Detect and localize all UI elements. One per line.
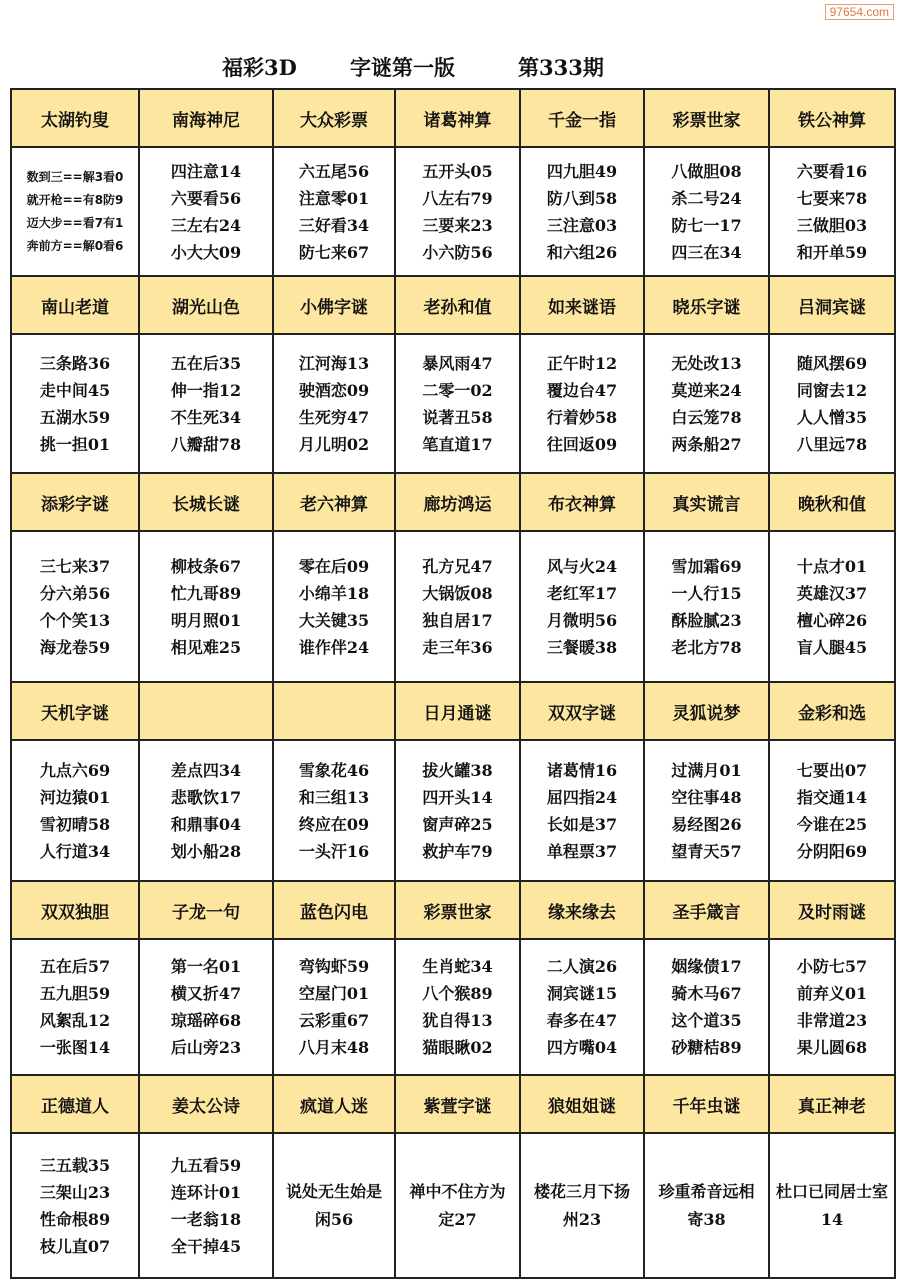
clue-line: 三架山23 xyxy=(39,1182,111,1202)
clue-list xyxy=(671,757,741,865)
source-name: 晓乐字谜 xyxy=(644,276,769,334)
clue-line: 笔直道17 xyxy=(422,434,493,454)
clue-list xyxy=(797,350,867,458)
clue-line: 弯钩虾59 xyxy=(298,957,370,976)
clue-line: 八个猴89 xyxy=(422,984,493,1003)
clue-line: 防七一17 xyxy=(671,215,742,235)
clue-line: 檀心碎26 xyxy=(796,610,868,630)
clue-line: 白云笼78 xyxy=(671,407,742,427)
clue-line: 窗声碎25 xyxy=(422,814,493,834)
clue-line: 酥脸腻23 xyxy=(671,610,742,630)
clue-line: 琼瑶碎68 xyxy=(170,1011,242,1030)
clue-list xyxy=(422,158,492,266)
clue-line: 和鼎事04 xyxy=(170,814,242,834)
clue-verse: 珍重希音远相寄38 xyxy=(658,1181,755,1229)
page-title xyxy=(0,50,900,84)
clue-cell xyxy=(395,531,520,682)
clue-line: 二零一02 xyxy=(422,380,493,400)
clue-list xyxy=(40,953,110,1061)
source-name: 圣手箴言 xyxy=(644,881,769,939)
clue-line: 八月末48 xyxy=(298,1038,370,1057)
clue-list xyxy=(671,350,741,458)
source-name: 千金一指 xyxy=(520,89,644,147)
clue-row xyxy=(11,531,895,682)
clue-line: 六要看56 xyxy=(170,188,242,208)
source-name: 灵狐说梦 xyxy=(644,682,769,740)
clue-list xyxy=(671,553,741,661)
source-name: 老六神算 xyxy=(273,473,395,531)
clue-line: 雪加霜69 xyxy=(671,556,742,576)
clue-line: 海龙卷59 xyxy=(39,637,111,657)
clue-line: 大关键35 xyxy=(298,610,370,630)
clue-line: 单程票37 xyxy=(546,841,618,861)
clue-cell xyxy=(769,939,895,1075)
clue-list xyxy=(40,350,110,458)
clue-line: 相见难25 xyxy=(170,637,242,657)
clue-list xyxy=(547,553,617,661)
clue-cell xyxy=(644,939,769,1075)
source-name: 布衣神算 xyxy=(520,473,644,531)
clue-list xyxy=(422,757,492,865)
clue-cell xyxy=(139,531,273,682)
clue-cell xyxy=(769,1133,895,1278)
clue-line: 差点四34 xyxy=(170,760,242,780)
clue-list xyxy=(299,757,369,865)
clue-list xyxy=(547,953,617,1061)
clue-line: 和六组26 xyxy=(546,242,618,262)
clue-cell xyxy=(644,334,769,473)
clue-line: 暴风雨47 xyxy=(422,353,493,373)
header-row xyxy=(11,276,895,334)
clue-line: 盲人腿45 xyxy=(796,637,868,657)
clue-line: 月微明56 xyxy=(546,610,618,630)
clue-line: 小防七57 xyxy=(796,957,868,976)
clue-line: 忙九哥89 xyxy=(170,583,242,603)
clue-line: 三七来37 xyxy=(39,556,111,576)
clue-cell xyxy=(273,531,395,682)
clue-line: 行着妙58 xyxy=(546,407,618,427)
clue-line: 江河海13 xyxy=(298,353,370,373)
source-name: 真实谎言 xyxy=(644,473,769,531)
clue-line: 悲歌饮17 xyxy=(170,787,242,807)
clue-line: 三注意03 xyxy=(546,215,618,235)
source-name: 缘来缘去 xyxy=(520,881,644,939)
clue-line: 九五看59 xyxy=(170,1155,242,1175)
clue-line: 三五载35 xyxy=(39,1155,111,1175)
source-name: 湖光山色 xyxy=(139,276,273,334)
clue-line: 性命根89 xyxy=(39,1209,111,1229)
clue-cell xyxy=(11,334,139,473)
source-name: 老孙和值 xyxy=(395,276,520,334)
clue-cell xyxy=(644,147,769,276)
clue-cell xyxy=(11,531,139,682)
clue-cell xyxy=(520,740,644,881)
clue-list xyxy=(171,158,241,266)
clue-list xyxy=(797,757,867,865)
clue-line: 驶酒恋09 xyxy=(298,380,370,400)
riddle-table xyxy=(10,88,896,1279)
clue-line: 八里远78 xyxy=(796,434,868,454)
clue-list xyxy=(547,350,617,458)
source-name: 正德道人 xyxy=(11,1075,139,1133)
clue-line: 河边猿01 xyxy=(39,787,111,807)
clue-cell xyxy=(644,740,769,881)
clue-line: 猫眼瞅02 xyxy=(422,1038,493,1057)
clue-cell xyxy=(11,740,139,881)
source-name: 大众彩票 xyxy=(273,89,395,147)
clue-cell xyxy=(11,939,139,1075)
clue-line: 八做胆08 xyxy=(671,161,742,181)
clue-list xyxy=(299,350,369,458)
clue-line: 六要看16 xyxy=(796,161,868,181)
source-name: 天机字谜 xyxy=(11,682,139,740)
clue-line: 指交通14 xyxy=(796,787,868,807)
source-name: 疯道人迷 xyxy=(273,1075,395,1133)
clue-cell xyxy=(139,939,273,1075)
clue-line: 五开头05 xyxy=(422,161,493,181)
source-name: 长城长谜 xyxy=(139,473,273,531)
clue-line: 犹自得13 xyxy=(422,1011,493,1030)
clue-row xyxy=(11,740,895,881)
clue-line: 孔方兄47 xyxy=(422,556,493,576)
clue-cell xyxy=(273,1133,395,1278)
edition-label: 字谜第一版 xyxy=(350,55,455,80)
clue-cell xyxy=(139,334,273,473)
clue-line: 和开单59 xyxy=(796,242,868,262)
clue-line: 英雄汉37 xyxy=(796,583,868,603)
clue-line: 不生死34 xyxy=(170,407,242,427)
clue-line: 说著丑58 xyxy=(422,407,493,427)
clue-line: 云彩重67 xyxy=(298,1011,370,1030)
clue-line: 空往事48 xyxy=(671,787,742,807)
clue-cell xyxy=(520,1133,644,1278)
clue-line: 救护车79 xyxy=(422,841,493,861)
source-name: 日月通谜 xyxy=(395,682,520,740)
source-name: 添彩字谜 xyxy=(11,473,139,531)
clue-line: 走中间45 xyxy=(39,380,111,400)
clue-list xyxy=(299,553,369,661)
clue-line: 老北方78 xyxy=(671,637,742,657)
source-name: 小佛字谜 xyxy=(273,276,395,334)
clue-line: 终应在09 xyxy=(298,814,370,834)
clue-line: 小绵羊18 xyxy=(298,583,370,603)
header-row xyxy=(11,89,895,147)
clue-line: 柳枝条67 xyxy=(170,556,242,576)
clue-line: 六五尾56 xyxy=(298,161,370,181)
clue-line: 全干掉45 xyxy=(170,1236,242,1256)
clue-list xyxy=(422,953,492,1061)
clue-cell xyxy=(139,147,273,276)
clue-line: 八瓣甜78 xyxy=(170,434,242,454)
clue-line: 横又折47 xyxy=(170,984,242,1003)
clue-row xyxy=(11,334,895,473)
clue-line: 七要出07 xyxy=(796,760,868,780)
clue-line: 四注意14 xyxy=(170,161,242,181)
clue-line: 后山旁23 xyxy=(170,1038,242,1057)
source-name: 蓝色闪电 xyxy=(273,881,395,939)
clue-line: 无处改13 xyxy=(671,353,742,373)
source-name: 廊坊鸿运 xyxy=(395,473,520,531)
clue-list xyxy=(797,158,867,266)
clue-line: 五湖水59 xyxy=(39,407,111,427)
header-row xyxy=(11,1075,895,1133)
clue-line: 一头汗16 xyxy=(298,841,370,861)
clue-line: 就开枪==有8防9 xyxy=(26,192,124,207)
clue-line: 五在后35 xyxy=(170,353,242,373)
clue-list xyxy=(40,1152,110,1260)
clue-line: 果儿圆68 xyxy=(796,1038,868,1057)
clue-line: 莫逆来24 xyxy=(671,380,742,400)
clue-list xyxy=(547,158,617,266)
clue-line: 三好看34 xyxy=(298,215,370,235)
clue-cell xyxy=(139,740,273,881)
clue-line: 望青天57 xyxy=(671,841,742,861)
source-name: 铁公神算 xyxy=(769,89,895,147)
header-row xyxy=(11,473,895,531)
source-name: 姜太公诗 xyxy=(139,1075,273,1133)
clue-cell xyxy=(395,147,520,276)
clue-line: 屈四指24 xyxy=(546,787,618,807)
clue-line: 过满月01 xyxy=(671,760,742,780)
clue-line: 往回返09 xyxy=(546,434,618,454)
source-name: 金彩和选 xyxy=(769,682,895,740)
clue-line: 骑木马67 xyxy=(671,984,742,1003)
source-name: 吕洞宾谜 xyxy=(769,276,895,334)
clue-line: 九点六69 xyxy=(39,760,111,780)
clue-line: 二人演26 xyxy=(546,957,618,976)
clue-list xyxy=(797,953,867,1061)
clue-line: 春多在47 xyxy=(546,1011,618,1030)
clue-line: 五在后57 xyxy=(39,957,111,976)
source-name: 千年虫谜 xyxy=(644,1075,769,1133)
clue-row xyxy=(11,147,895,276)
clue-line: 划小船28 xyxy=(170,841,242,861)
clue-cell xyxy=(520,531,644,682)
source-name: 彩票世家 xyxy=(644,89,769,147)
clue-line: 人人憎35 xyxy=(796,407,868,427)
clue-list xyxy=(40,757,110,865)
clue-line: 生死穷47 xyxy=(298,407,370,427)
clue-line: 两条船27 xyxy=(671,434,742,454)
clue-line: 生肖蛇34 xyxy=(422,957,493,976)
header-row xyxy=(11,682,895,740)
clue-line: 雪象花46 xyxy=(298,760,370,780)
source-name xyxy=(273,682,395,740)
clue-list xyxy=(299,158,369,266)
clue-list xyxy=(171,757,241,865)
clue-cell xyxy=(273,740,395,881)
source-name: 及时雨谜 xyxy=(769,881,895,939)
source-name: 诸葛神算 xyxy=(395,89,520,147)
clue-line: 独自居17 xyxy=(422,610,493,630)
clue-line: 枝儿直07 xyxy=(39,1236,111,1256)
clue-cell xyxy=(11,1133,139,1278)
clue-line: 小六防56 xyxy=(422,242,493,262)
clue-line: 诸葛情16 xyxy=(546,760,618,780)
clue-line: 正午时12 xyxy=(546,353,618,373)
clue-line: 雪初晴58 xyxy=(39,814,111,834)
clue-cell xyxy=(395,740,520,881)
clue-line: 杀二号24 xyxy=(671,188,742,208)
clue-line: 一人行15 xyxy=(671,583,742,603)
clue-cell xyxy=(644,1133,769,1278)
clue-line: 第一名01 xyxy=(170,957,242,976)
clue-verse: 楼花三月下扬州23 xyxy=(533,1181,630,1229)
source-name: 子龙一句 xyxy=(139,881,273,939)
clue-cell xyxy=(395,334,520,473)
clue-line: 今谁在25 xyxy=(796,814,868,834)
clue-list xyxy=(671,158,741,266)
clue-line: 易经图26 xyxy=(671,814,742,834)
clue-list xyxy=(671,953,741,1061)
clue-row xyxy=(11,939,895,1075)
clue-line: 十点才01 xyxy=(796,556,868,576)
clue-line: 同窗去12 xyxy=(796,380,868,400)
clue-line: 三左右24 xyxy=(170,215,242,235)
clue-cell xyxy=(769,740,895,881)
clue-line: 分阴阳69 xyxy=(796,841,868,861)
clue-verse: 禅中不住方为定27 xyxy=(409,1181,506,1229)
source-name xyxy=(139,682,273,740)
clue-line: 挑一担01 xyxy=(39,434,111,454)
clue-cell xyxy=(139,1133,273,1278)
clue-line: 走三年36 xyxy=(422,637,493,657)
clue-line: 伸一指12 xyxy=(170,380,242,400)
clue-list xyxy=(171,553,241,661)
clue-line: 一张图14 xyxy=(39,1038,111,1057)
clue-line: 拔火罐38 xyxy=(422,760,493,780)
clue-list xyxy=(547,757,617,865)
clue-cell xyxy=(11,147,139,276)
source-name: 彩票世家 xyxy=(395,881,520,939)
clue-line: 随风摆69 xyxy=(796,353,868,373)
clue-line: 明月照01 xyxy=(170,610,242,630)
clue-line: 覆边台47 xyxy=(546,380,618,400)
clue-line: 风絮乱12 xyxy=(39,1011,111,1030)
clue-verse: 说处无生始是闲56 xyxy=(285,1181,382,1229)
clue-list xyxy=(40,553,110,661)
header-row xyxy=(11,881,895,939)
clue-list xyxy=(422,350,492,458)
clue-list xyxy=(171,1152,241,1260)
clue-line: 五九胆59 xyxy=(39,984,111,1003)
clue-row xyxy=(11,1133,895,1278)
clue-verse: 杜口已同居士室14 xyxy=(776,1181,889,1229)
clue-cell xyxy=(273,334,395,473)
clue-line: 防七来67 xyxy=(298,242,370,262)
clue-line: 谁作伴24 xyxy=(298,637,370,657)
clue-cell xyxy=(769,531,895,682)
clue-cell xyxy=(769,334,895,473)
clue-line: 砂糖桔89 xyxy=(671,1038,742,1057)
clue-list xyxy=(299,953,369,1061)
clue-line: 四九胆49 xyxy=(546,161,618,181)
source-name: 南山老道 xyxy=(11,276,139,334)
clue-cell xyxy=(520,939,644,1075)
clue-cell xyxy=(520,147,644,276)
clue-list xyxy=(27,166,124,258)
source-name: 真正神老 xyxy=(769,1075,895,1133)
clue-line: 奔前方==解0看6 xyxy=(26,238,124,253)
clue-line: 个个笑13 xyxy=(39,610,111,630)
clue-line: 长如是37 xyxy=(546,814,618,834)
source-name: 如来谜语 xyxy=(520,276,644,334)
source-name: 晚秋和值 xyxy=(769,473,895,531)
clue-list xyxy=(797,553,867,661)
clue-line: 风与火24 xyxy=(546,556,618,576)
clue-line: 一老翁18 xyxy=(170,1209,242,1229)
clue-line: 姻缘债17 xyxy=(671,957,742,976)
clue-line: 零在后09 xyxy=(298,556,370,576)
clue-line: 连环计01 xyxy=(170,1182,242,1202)
clue-line: 防八到58 xyxy=(546,188,618,208)
clue-list xyxy=(422,553,492,661)
clue-line: 四三在34 xyxy=(671,242,742,262)
clue-line: 注意零01 xyxy=(298,188,370,208)
clue-cell xyxy=(395,1133,520,1278)
clue-line: 迈大步==看7有1 xyxy=(26,215,124,230)
clue-line: 洞宾谜15 xyxy=(546,984,618,1003)
clue-line: 分六弟56 xyxy=(39,583,111,603)
site-watermark: 97654.com xyxy=(825,4,894,20)
clue-cell xyxy=(644,531,769,682)
clue-cell xyxy=(273,939,395,1075)
clue-line: 非常道23 xyxy=(796,1011,868,1030)
source-name: 双双独胆 xyxy=(11,881,139,939)
clue-line: 和三组13 xyxy=(298,787,370,807)
clue-cell xyxy=(769,147,895,276)
clue-line: 四开头14 xyxy=(422,787,493,807)
clue-line: 人行道34 xyxy=(39,841,111,861)
clue-line: 老红军17 xyxy=(546,583,618,603)
clue-line: 数到三==解3看0 xyxy=(26,169,124,184)
clue-line: 八左右79 xyxy=(422,188,493,208)
source-name: 狼姐姐谜 xyxy=(520,1075,644,1133)
source-name: 紫萱字谜 xyxy=(395,1075,520,1133)
clue-line: 前弃义01 xyxy=(796,984,868,1003)
clue-list xyxy=(171,953,241,1061)
clue-line: 四方嘴04 xyxy=(546,1038,618,1057)
clue-line: 这个道35 xyxy=(671,1011,742,1030)
source-name: 太湖钓叟 xyxy=(11,89,139,147)
clue-line: 月儿明02 xyxy=(298,434,370,454)
clue-cell xyxy=(273,147,395,276)
issue-number: 第333期 xyxy=(518,55,604,80)
clue-line: 七要来78 xyxy=(796,188,868,208)
clue-line: 三餐暖38 xyxy=(546,637,618,657)
clue-line: 小大大09 xyxy=(170,242,242,262)
clue-list xyxy=(171,350,241,458)
clue-cell xyxy=(520,334,644,473)
clue-line: 空屋门01 xyxy=(298,984,370,1003)
clue-line: 大锅饭08 xyxy=(422,583,493,603)
clue-line: 三做胆03 xyxy=(796,215,868,235)
lottery-name: 福彩3D xyxy=(222,55,297,80)
source-name: 双双字谜 xyxy=(520,682,644,740)
source-name: 南海神尼 xyxy=(139,89,273,147)
clue-line: 三条路36 xyxy=(39,353,111,373)
clue-line: 三要来23 xyxy=(422,215,493,235)
clue-cell xyxy=(395,939,520,1075)
